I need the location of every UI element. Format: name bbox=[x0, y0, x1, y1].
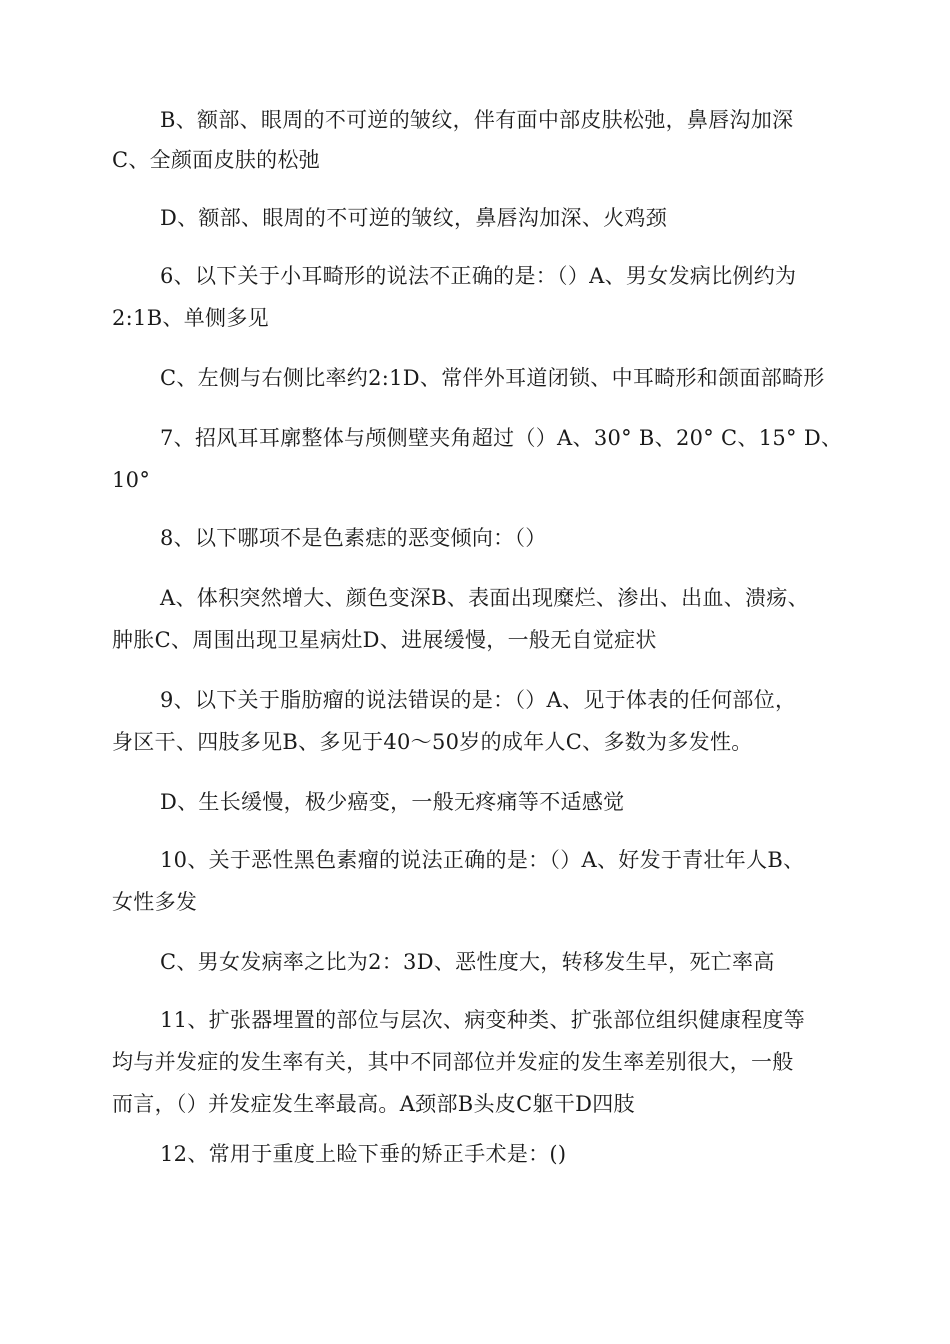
text-line: C、全颜面皮肤的松弛 bbox=[112, 148, 321, 172]
text-line: 8、以下哪项不是色素痣的恶变倾向：（） bbox=[160, 526, 547, 550]
text-line: 7、招风耳耳廓整体与颅侧壁夹角超过（）A、30° B、20° C、15° D、 bbox=[160, 426, 843, 450]
text-line: 肿胀C、周围出现卫星病灶D、进展缓慢，一般无自觉症状 bbox=[112, 628, 657, 652]
text-line: 10° bbox=[112, 468, 151, 492]
text-line: 11、扩张器埋置的部位与层次、病变种类、扩张部位组织健康程度等 bbox=[160, 1008, 806, 1032]
text-line: C、男女发病率之比为2：3D、恶性度大，转移发生早，死亡率高 bbox=[160, 950, 775, 974]
text-line: D、额部、眼周的不可逆的皱纹，鼻唇沟加深、火鸡颈 bbox=[160, 206, 668, 230]
text-line: 而言，（）并发症发生率最高。A颈部B头皮C躯干D四肢 bbox=[112, 1092, 635, 1116]
text-line: 均与并发症的发生率有关，其中不同部位并发症的发生率差别很大，一般 bbox=[112, 1050, 794, 1074]
text-line: 10、关于恶性黑色素瘤的说法正确的是：（）A、好发于青壮年人B、 bbox=[160, 848, 805, 872]
text-line: 6、以下关于小耳畸形的说法不正确的是：（）A、男女发病比例约为 bbox=[160, 264, 797, 288]
text-line: B、额部、眼周的不可逆的皱纹，伴有面中部皮肤松弛，鼻唇沟加深 bbox=[160, 108, 794, 132]
text-line: 12、常用于重度上睑下垂的矫正手术是：() bbox=[160, 1142, 567, 1166]
text-line: A、体积突然增大、颜色变深B、表面出现糜烂、渗出、出血、溃疡、 bbox=[160, 586, 809, 610]
text-line: 2:1B、单侧多见 bbox=[112, 306, 269, 330]
text-line: C、左侧与右侧比率约2:1D、常伴外耳道闭锁、中耳畸形和颌面部畸形 bbox=[160, 366, 825, 390]
text-line: D、生长缓慢，极少癌变，一般无疼痛等不适感觉 bbox=[160, 790, 625, 814]
text-line: 女性多发 bbox=[112, 890, 198, 914]
text-line: 身区干、四肢多见B、多见于40〜50岁的成年人C、多数为多发性。 bbox=[112, 730, 753, 754]
text-line: 9、以下关于脂肪瘤的说法错误的是：（）A、见于体表的任何部位， bbox=[160, 688, 797, 712]
